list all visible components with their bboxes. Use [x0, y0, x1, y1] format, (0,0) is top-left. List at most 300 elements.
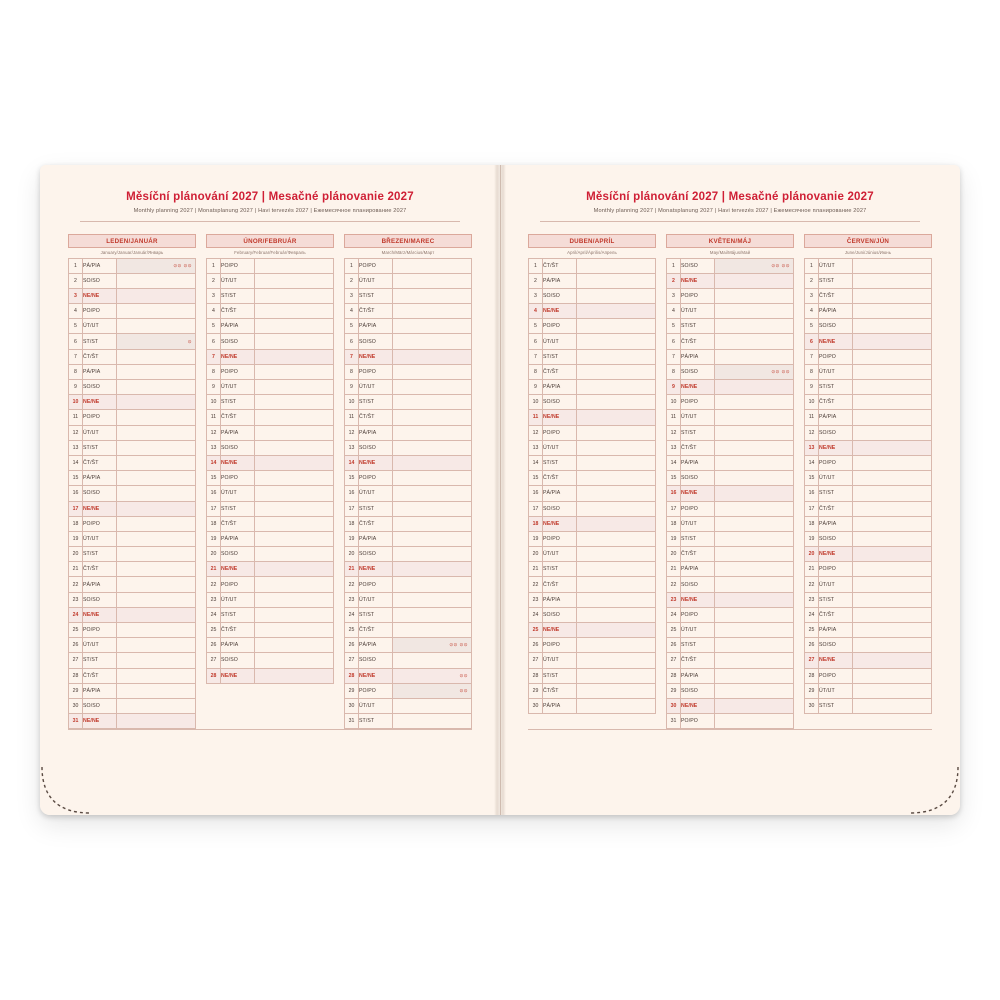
day-note-field[interactable] — [715, 258, 794, 273]
day-note-field[interactable] — [117, 592, 196, 607]
day-note-field[interactable] — [255, 304, 334, 319]
day-note-field[interactable] — [577, 607, 656, 622]
day-note-field[interactable] — [255, 547, 334, 562]
day-note-field[interactable] — [715, 319, 794, 334]
day-note-field[interactable] — [255, 319, 334, 334]
table-row — [667, 547, 794, 562]
day-note-field[interactable] — [117, 638, 196, 653]
day-note-field[interactable] — [853, 547, 932, 562]
day-note-field[interactable] — [393, 380, 472, 395]
day-note-field[interactable] — [577, 288, 656, 303]
day-note-field[interactable] — [853, 501, 932, 516]
day-note-field[interactable] — [393, 410, 472, 425]
table-row — [805, 638, 932, 653]
day-note-field[interactable] — [715, 653, 794, 668]
table-row — [805, 395, 932, 410]
day-number: 15 — [529, 471, 543, 486]
day-note-field[interactable] — [853, 455, 932, 470]
day-note-field[interactable] — [853, 531, 932, 546]
day-number: 12 — [529, 425, 543, 440]
day-number: 17 — [667, 501, 681, 516]
day-note-field[interactable] — [853, 395, 932, 410]
day-note-field[interactable] — [117, 440, 196, 455]
day-weekday: NE/NE — [359, 349, 393, 364]
table-row — [207, 334, 334, 349]
day-note-field[interactable] — [577, 319, 656, 334]
day-note-field[interactable] — [393, 653, 472, 668]
day-note-field[interactable] — [393, 638, 472, 653]
day-note-field[interactable] — [393, 288, 472, 303]
day-weekday: NE/NE — [819, 547, 853, 562]
day-note-field[interactable] — [853, 653, 932, 668]
day-note-field[interactable] — [577, 623, 656, 638]
day-note-field[interactable] — [255, 623, 334, 638]
day-number: 31 — [69, 714, 83, 729]
holiday-marker-icon: ⊙⊙ ⊙⊙ — [771, 262, 790, 268]
day-weekday: PÁ/PIA — [819, 410, 853, 425]
table-row — [69, 273, 196, 288]
day-note-field[interactable] — [853, 471, 932, 486]
day-note-field[interactable] — [393, 440, 472, 455]
day-weekday: ST/ST — [819, 273, 853, 288]
day-weekday: PÁ/PIA — [83, 683, 117, 698]
day-weekday: SO/SO — [83, 486, 117, 501]
day-note-field[interactable] — [117, 334, 196, 349]
day-note-field[interactable] — [255, 668, 334, 683]
day-note-field[interactable] — [853, 562, 932, 577]
day-note-field[interactable] — [393, 714, 472, 729]
day-weekday: SO/SO — [819, 638, 853, 653]
day-note-field[interactable] — [853, 334, 932, 349]
day-note-field[interactable] — [393, 425, 472, 440]
day-number: 1 — [207, 258, 221, 273]
day-note-field[interactable] — [715, 638, 794, 653]
day-note-field[interactable] — [117, 410, 196, 425]
table-row — [805, 258, 932, 273]
table-row — [667, 455, 794, 470]
day-note-field[interactable] — [117, 547, 196, 562]
day-note-field[interactable] — [853, 440, 932, 455]
table-row — [529, 516, 656, 531]
table-row — [345, 501, 472, 516]
table-row — [667, 668, 794, 683]
day-note-field[interactable] — [853, 486, 932, 501]
day-note-field[interactable] — [117, 486, 196, 501]
day-note-field[interactable] — [117, 668, 196, 683]
day-weekday: ČT/ŠT — [359, 623, 393, 638]
day-note-field[interactable] — [715, 349, 794, 364]
table-row — [69, 440, 196, 455]
day-number: 14 — [529, 455, 543, 470]
day-note-field[interactable] — [715, 531, 794, 546]
day-note-field[interactable] — [853, 592, 932, 607]
table-row — [345, 364, 472, 379]
day-number: 23 — [207, 592, 221, 607]
table-row — [805, 410, 932, 425]
table-row — [805, 455, 932, 470]
day-note-field[interactable] — [255, 607, 334, 622]
day-weekday: ST/ST — [83, 440, 117, 455]
day-number: 11 — [69, 410, 83, 425]
day-number: 28 — [805, 668, 819, 683]
day-note-field[interactable] — [255, 562, 334, 577]
day-weekday: PÁ/PIA — [221, 531, 255, 546]
day-note-field[interactable] — [853, 319, 932, 334]
day-note-field[interactable] — [853, 304, 932, 319]
day-note-field[interactable] — [255, 380, 334, 395]
day-number: 20 — [345, 547, 359, 562]
day-note-field[interactable] — [117, 698, 196, 713]
day-number: 22 — [207, 577, 221, 592]
day-weekday: PO/PO — [221, 258, 255, 273]
table-row — [207, 562, 334, 577]
day-note-field[interactable] — [577, 349, 656, 364]
day-number: 8 — [345, 364, 359, 379]
day-note-field[interactable] — [393, 592, 472, 607]
day-note-field[interactable] — [577, 380, 656, 395]
day-number: 8 — [69, 364, 83, 379]
table-row — [207, 258, 334, 273]
day-note-field[interactable] — [577, 562, 656, 577]
day-number: 2 — [207, 273, 221, 288]
day-note-field[interactable] — [715, 455, 794, 470]
day-note-field[interactable] — [255, 258, 334, 273]
day-note-field[interactable] — [715, 425, 794, 440]
day-note-field[interactable] — [255, 364, 334, 379]
day-note-field[interactable] — [255, 531, 334, 546]
day-weekday: ÚT/UT — [83, 425, 117, 440]
day-note-field[interactable] — [577, 425, 656, 440]
day-note-field[interactable] — [117, 364, 196, 379]
day-weekday: ST/ST — [681, 425, 715, 440]
day-number: 6 — [529, 334, 543, 349]
day-note-field[interactable] — [715, 562, 794, 577]
day-note-field[interactable] — [393, 607, 472, 622]
day-note-field[interactable] — [117, 683, 196, 698]
day-note-field[interactable] — [577, 698, 656, 713]
day-note-field[interactable] — [255, 395, 334, 410]
day-note-field[interactable] — [715, 395, 794, 410]
day-number: 4 — [69, 304, 83, 319]
day-note-field[interactable] — [255, 592, 334, 607]
day-weekday: SO/SO — [221, 440, 255, 455]
day-note-field[interactable] — [715, 334, 794, 349]
day-note-field[interactable] — [577, 410, 656, 425]
day-note-field[interactable] — [577, 440, 656, 455]
day-note-field[interactable] — [393, 273, 472, 288]
day-note-field[interactable] — [393, 668, 472, 683]
month-day-table — [528, 258, 656, 715]
day-note-field[interactable] — [577, 304, 656, 319]
day-weekday: PÁ/PIA — [543, 380, 577, 395]
day-note-field[interactable] — [715, 471, 794, 486]
day-note-field[interactable] — [853, 380, 932, 395]
day-weekday: PÁ/PIA — [221, 319, 255, 334]
day-note-field[interactable] — [117, 577, 196, 592]
table-row — [207, 623, 334, 638]
day-note-field[interactable] — [577, 273, 656, 288]
day-note-field[interactable] — [117, 653, 196, 668]
day-note-field[interactable] — [577, 455, 656, 470]
day-weekday: SO/SO — [221, 547, 255, 562]
table-row — [529, 258, 656, 273]
day-note-field[interactable] — [577, 683, 656, 698]
day-note-field[interactable] — [577, 516, 656, 531]
day-note-field[interactable] — [393, 577, 472, 592]
day-number: 20 — [529, 547, 543, 562]
day-note-field[interactable] — [577, 334, 656, 349]
day-note-field[interactable] — [715, 547, 794, 562]
day-note-field[interactable] — [393, 349, 472, 364]
table-row — [207, 547, 334, 562]
day-number: 13 — [207, 440, 221, 455]
table-row — [667, 577, 794, 592]
day-note-field[interactable] — [715, 607, 794, 622]
day-number: 15 — [345, 471, 359, 486]
day-weekday: PÁ/PIA — [819, 516, 853, 531]
day-weekday: PÁ/PIA — [681, 668, 715, 683]
day-weekday: NE/NE — [543, 516, 577, 531]
day-note-field[interactable] — [393, 455, 472, 470]
day-note-field[interactable] — [715, 486, 794, 501]
day-note-field[interactable] — [853, 425, 932, 440]
day-note-field[interactable] — [255, 455, 334, 470]
day-note-field[interactable] — [255, 516, 334, 531]
day-note-field[interactable] — [577, 471, 656, 486]
day-number: 9 — [69, 380, 83, 395]
day-note-field[interactable] — [715, 592, 794, 607]
holiday-marker-icon: ⊙⊙ ⊙⊙ — [173, 262, 192, 268]
day-note-field[interactable] — [393, 258, 472, 273]
day-note-field[interactable] — [715, 364, 794, 379]
day-weekday: ČT/ŠT — [819, 501, 853, 516]
day-note-field[interactable] — [853, 577, 932, 592]
day-note-field[interactable] — [715, 273, 794, 288]
day-note-field[interactable] — [255, 334, 334, 349]
day-note-field[interactable] — [393, 319, 472, 334]
day-note-field[interactable] — [117, 273, 196, 288]
table-row — [345, 471, 472, 486]
day-note-field[interactable] — [117, 714, 196, 729]
day-note-field[interactable] — [255, 349, 334, 364]
day-note-field[interactable] — [853, 258, 932, 273]
day-note-field[interactable] — [853, 364, 932, 379]
day-weekday: ST/ST — [359, 714, 393, 729]
day-weekday: NE/NE — [221, 562, 255, 577]
day-note-field[interactable] — [255, 288, 334, 303]
day-note-field[interactable] — [577, 577, 656, 592]
day-note-field[interactable] — [117, 562, 196, 577]
day-note-field[interactable] — [853, 273, 932, 288]
day-weekday: NE/NE — [83, 607, 117, 622]
day-note-field[interactable] — [255, 638, 334, 653]
day-note-field[interactable] — [255, 653, 334, 668]
table-row — [207, 577, 334, 592]
day-note-field[interactable] — [393, 486, 472, 501]
day-note-field[interactable] — [853, 607, 932, 622]
table-row — [667, 288, 794, 303]
day-note-field[interactable] — [117, 623, 196, 638]
day-note-field[interactable] — [853, 683, 932, 698]
day-note-field[interactable] — [117, 319, 196, 334]
table-row — [529, 380, 656, 395]
table-row — [207, 440, 334, 455]
day-note-field[interactable] — [255, 410, 334, 425]
day-note-field[interactable] — [117, 471, 196, 486]
month-day-table — [666, 258, 794, 730]
day-number: 29 — [667, 683, 681, 698]
day-note-field[interactable] — [393, 501, 472, 516]
table-row — [207, 410, 334, 425]
day-note-field[interactable] — [117, 501, 196, 516]
day-number: 4 — [207, 304, 221, 319]
day-weekday: SO/SO — [221, 334, 255, 349]
table-row — [69, 592, 196, 607]
day-note-field[interactable] — [393, 516, 472, 531]
day-weekday: SO/SO — [681, 364, 715, 379]
table-row — [529, 304, 656, 319]
day-note-field[interactable] — [577, 364, 656, 379]
day-number: 11 — [207, 410, 221, 425]
day-note-field[interactable] — [117, 349, 196, 364]
day-number: 26 — [805, 638, 819, 653]
day-note-field[interactable] — [117, 380, 196, 395]
month-subtitle: February/Februar/Február/Февраль — [234, 249, 306, 255]
day-note-field[interactable] — [715, 501, 794, 516]
day-note-field[interactable] — [715, 380, 794, 395]
day-number: 30 — [667, 698, 681, 713]
day-number: 5 — [207, 319, 221, 334]
day-note-field[interactable] — [715, 304, 794, 319]
day-note-field[interactable] — [393, 562, 472, 577]
day-note-field[interactable] — [715, 698, 794, 713]
day-note-field[interactable] — [853, 288, 932, 303]
day-note-field[interactable] — [117, 288, 196, 303]
day-note-field[interactable] — [715, 516, 794, 531]
day-number: 5 — [69, 319, 83, 334]
table-row — [345, 395, 472, 410]
day-note-field[interactable] — [393, 364, 472, 379]
day-note-field[interactable] — [117, 425, 196, 440]
day-note-field[interactable] — [577, 547, 656, 562]
day-note-field[interactable] — [117, 395, 196, 410]
day-note-field[interactable] — [715, 683, 794, 698]
day-note-field[interactable] — [577, 258, 656, 273]
day-weekday: PÁ/PIA — [681, 349, 715, 364]
day-note-field[interactable] — [577, 668, 656, 683]
day-note-field[interactable] — [117, 455, 196, 470]
day-note-field[interactable] — [715, 288, 794, 303]
day-number: 21 — [207, 562, 221, 577]
day-note-field[interactable] — [393, 304, 472, 319]
day-note-field[interactable] — [853, 349, 932, 364]
day-note-field[interactable] — [577, 531, 656, 546]
day-weekday: NE/NE — [681, 380, 715, 395]
day-note-field[interactable] — [393, 698, 472, 713]
day-number: 6 — [207, 334, 221, 349]
day-number: 28 — [69, 668, 83, 683]
day-note-field[interactable] — [393, 531, 472, 546]
day-note-field[interactable] — [255, 501, 334, 516]
day-note-field[interactable] — [117, 531, 196, 546]
day-weekday: NE/NE — [819, 440, 853, 455]
day-weekday: ÚT/UT — [819, 683, 853, 698]
month-title: ČERVEN/JÚN — [804, 234, 932, 248]
day-note-field[interactable] — [715, 577, 794, 592]
table-row — [69, 516, 196, 531]
day-note-field[interactable] — [715, 440, 794, 455]
day-note-field[interactable] — [393, 471, 472, 486]
day-note-field[interactable] — [715, 668, 794, 683]
day-note-field[interactable] — [853, 516, 932, 531]
table-row — [207, 653, 334, 668]
day-number: 14 — [667, 455, 681, 470]
day-weekday: SO/SO — [83, 592, 117, 607]
day-number: 23 — [345, 592, 359, 607]
day-number: 19 — [667, 531, 681, 546]
day-note-field[interactable] — [577, 486, 656, 501]
day-note-field[interactable] — [393, 623, 472, 638]
day-note-field[interactable] — [853, 623, 932, 638]
table-row — [667, 683, 794, 698]
day-note-field[interactable] — [255, 577, 334, 592]
day-number: 9 — [345, 380, 359, 395]
table-row — [667, 592, 794, 607]
table-row — [69, 698, 196, 713]
day-note-field[interactable] — [715, 623, 794, 638]
day-note-field[interactable] — [715, 714, 794, 729]
day-weekday: ÚT/UT — [83, 531, 117, 546]
day-note-field[interactable] — [577, 638, 656, 653]
day-note-field[interactable] — [577, 501, 656, 516]
day-note-field[interactable] — [853, 698, 932, 713]
day-note-field[interactable] — [853, 668, 932, 683]
month-column — [528, 234, 656, 729]
day-note-field[interactable] — [393, 395, 472, 410]
day-number: 18 — [69, 516, 83, 531]
day-note-field[interactable] — [117, 258, 196, 273]
table-row — [69, 425, 196, 440]
day-note-field[interactable] — [255, 471, 334, 486]
day-note-field[interactable] — [393, 334, 472, 349]
day-note-field[interactable] — [117, 607, 196, 622]
day-note-field[interactable] — [393, 547, 472, 562]
day-weekday: NE/NE — [83, 395, 117, 410]
day-note-field[interactable] — [255, 273, 334, 288]
day-note-field[interactable] — [577, 592, 656, 607]
day-number: 29 — [805, 683, 819, 698]
day-note-field[interactable] — [577, 395, 656, 410]
day-note-field[interactable] — [715, 410, 794, 425]
day-note-field[interactable] — [393, 683, 472, 698]
day-note-field[interactable] — [255, 425, 334, 440]
day-note-field[interactable] — [853, 410, 932, 425]
day-number: 17 — [529, 501, 543, 516]
day-note-field[interactable] — [255, 486, 334, 501]
table-row — [345, 319, 472, 334]
day-note-field[interactable] — [853, 638, 932, 653]
day-note-field[interactable] — [255, 440, 334, 455]
day-weekday: SO/SO — [819, 531, 853, 546]
day-weekday: SO/SO — [221, 653, 255, 668]
day-number: 23 — [69, 592, 83, 607]
day-number: 24 — [345, 607, 359, 622]
day-note-field[interactable] — [577, 653, 656, 668]
day-number: 26 — [529, 638, 543, 653]
day-weekday: PÁ/PIA — [819, 304, 853, 319]
day-note-field[interactable] — [117, 516, 196, 531]
day-note-field[interactable] — [117, 304, 196, 319]
